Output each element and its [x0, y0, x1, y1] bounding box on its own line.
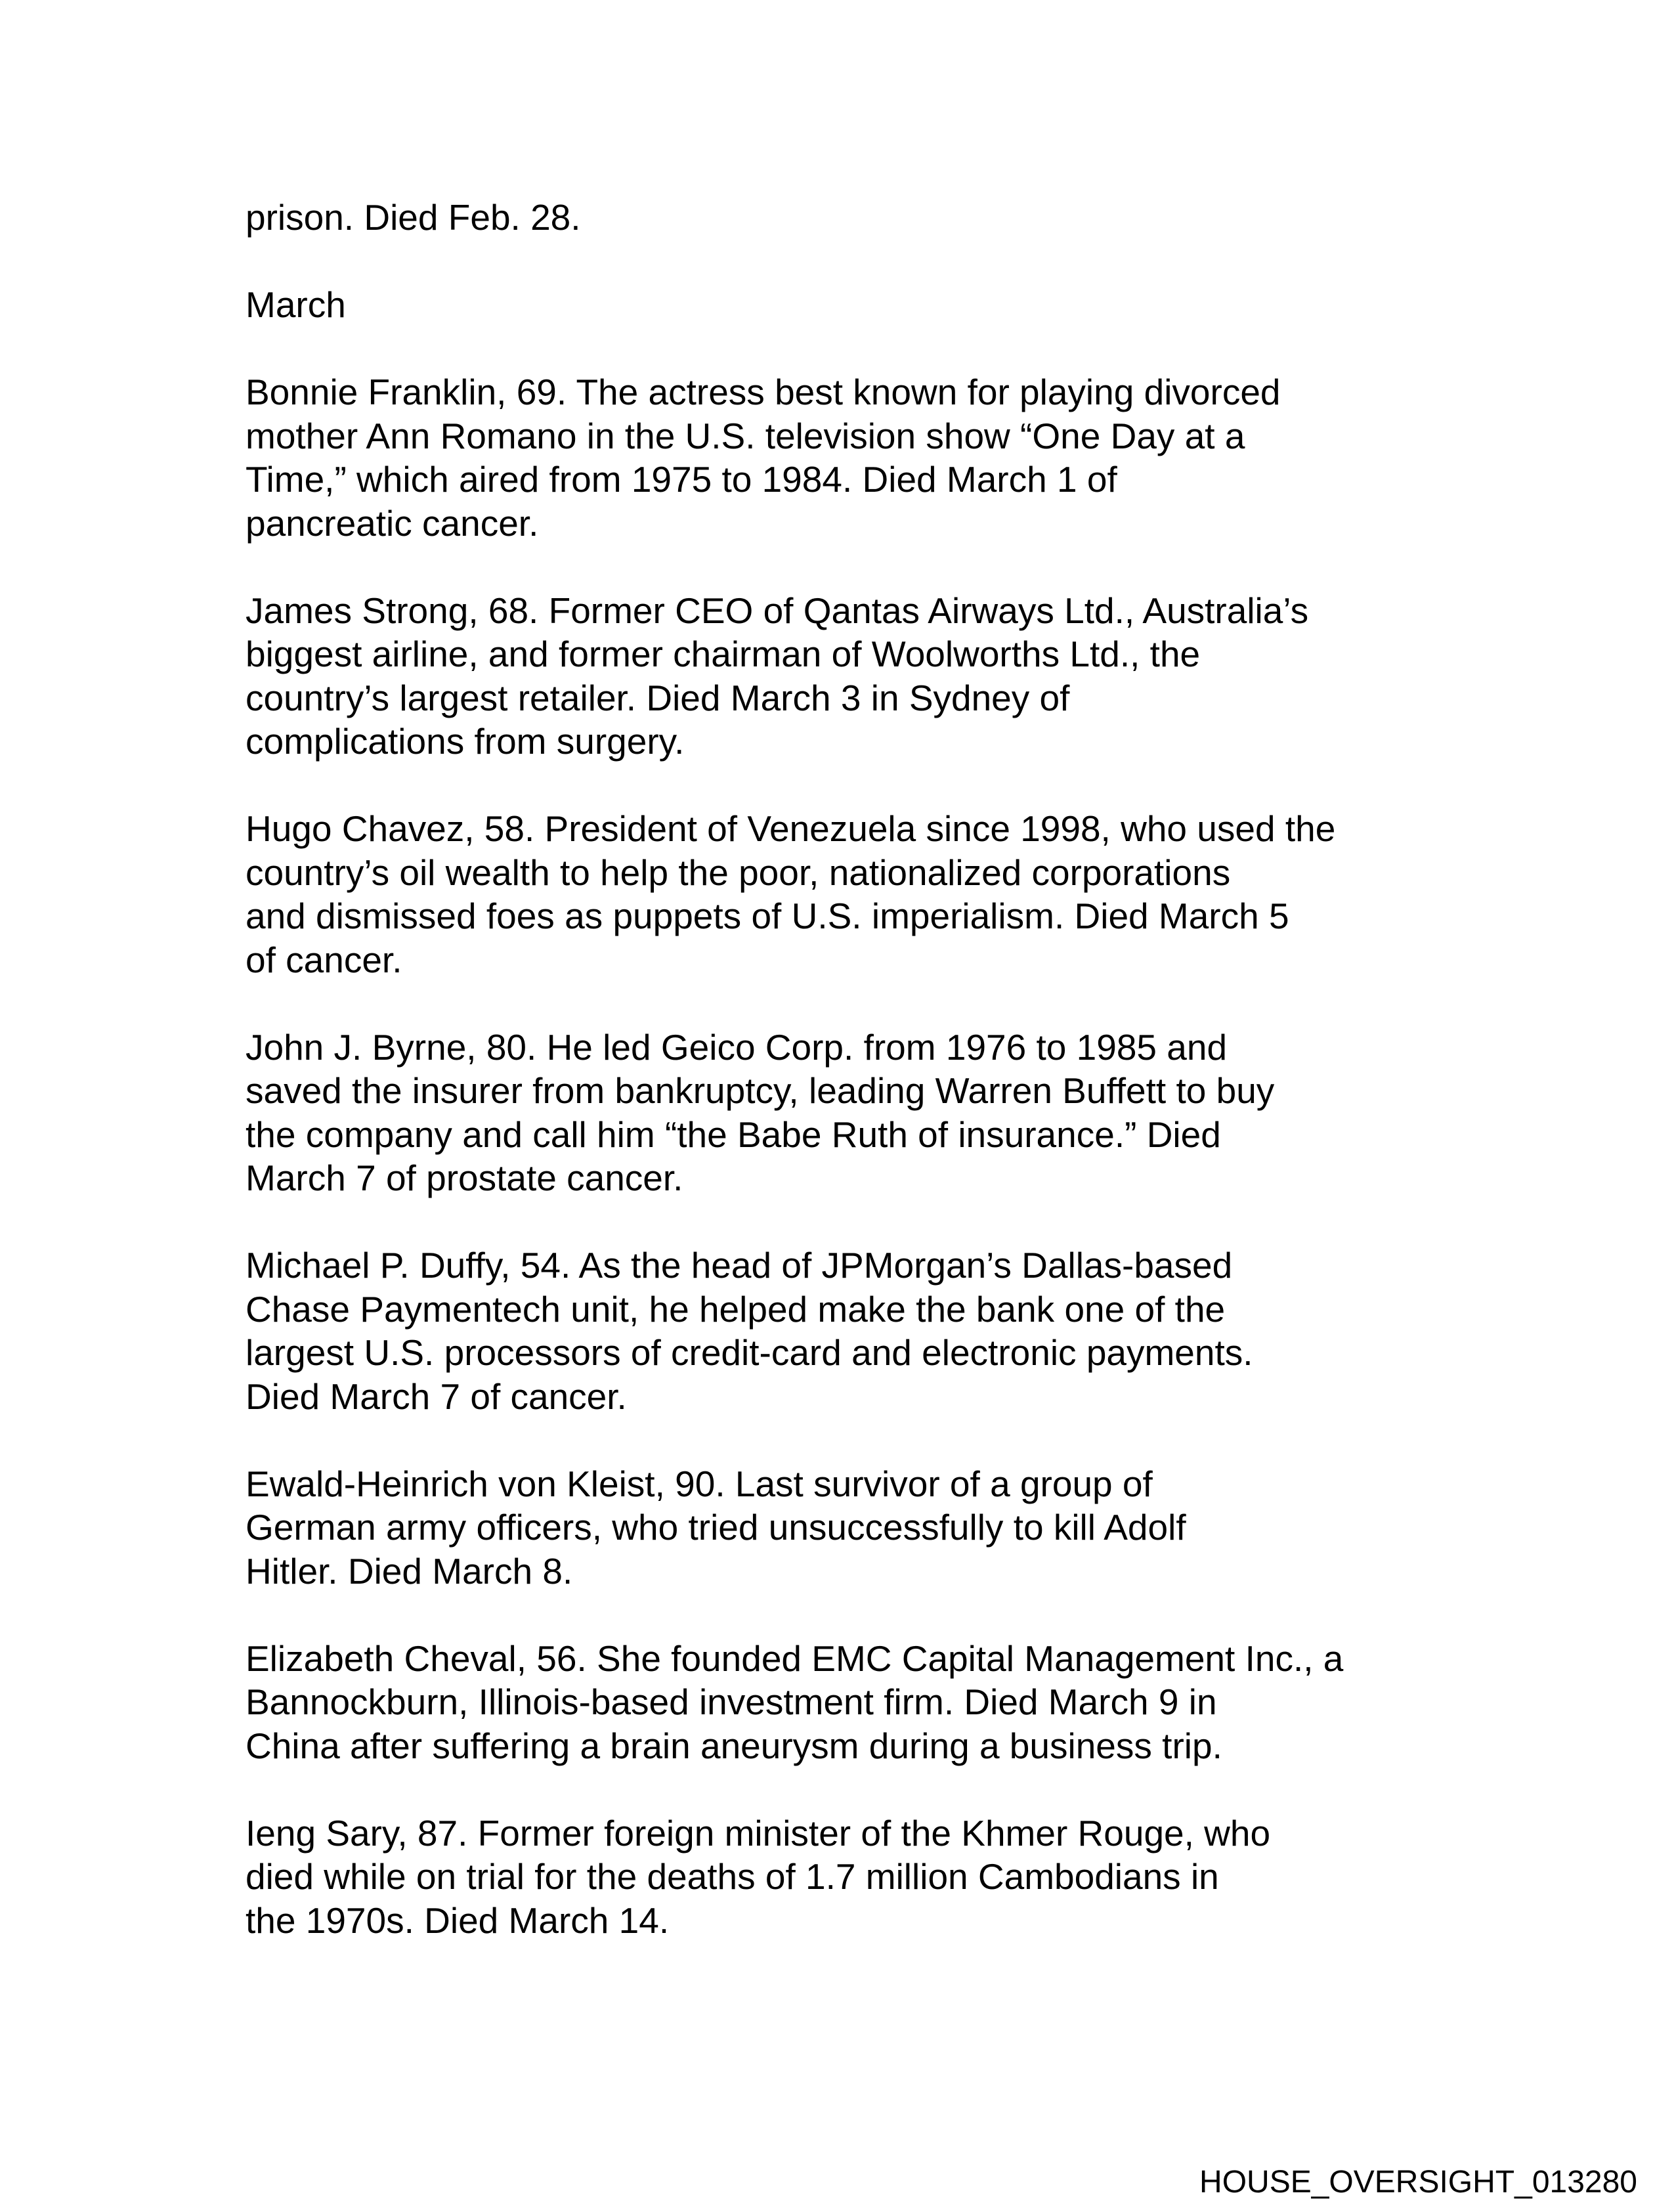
text-line: Time,” which aired from 1975 to 1984. Died March 1 of — [246, 459, 1117, 500]
text-line: the company and call him “the Babe Ruth of insurance.” Died — [246, 1114, 1221, 1155]
obituary-entry — [246, 1026, 1440, 1200]
month-heading: March — [246, 284, 346, 325]
text-line: prison. Died Feb. 28. — [246, 197, 581, 238]
bates-number: HOUSE_OVERSIGHT_013280 — [1199, 2165, 1637, 2200]
text-line: died while on trial for the deaths of 1.7 million Cambodians in — [246, 1856, 1219, 1897]
obituary-entry — [246, 1462, 1440, 1594]
obituary-entry — [246, 1244, 1440, 1418]
text-line: country’s largest retailer. Died March 3 in Sydney of — [246, 677, 1070, 718]
text-line: largest U.S. processors of credit-card and electronic payments. — [246, 1332, 1253, 1373]
text-line: saved the insurer from bankruptcy, leading Warren Buffett to buy — [246, 1070, 1275, 1111]
text-line: China after suffering a brain aneurysm during a business trip. — [246, 1725, 1222, 1766]
text-line: Ieng Sary, 87. Former foreign minister of the Khmer Rouge, who — [246, 1812, 1271, 1854]
text-line: German army officers, who tried unsuccessfully to kill Adolf — [246, 1507, 1186, 1548]
text-line: and dismissed foes as puppets of U.S. imperialism. Died March 5 — [246, 896, 1289, 936]
text-line: Bonnie Franklin, 69. The actress best known for playing divorced — [246, 372, 1281, 412]
text-line: biggest airline, and former chairman of Woolworths Ltd., the — [246, 634, 1201, 674]
text-line: the 1970s. Died March 14. — [246, 1899, 670, 1941]
text-line: Elizabeth Cheval, 56. She founded EMC Capital Management Inc., a — [246, 1637, 1344, 1679]
text-line: Died March 7 of cancer. — [246, 1376, 627, 1417]
text-line: pancreatic cancer. — [246, 502, 539, 544]
text-line: Bannockburn, Illinois-based investment firm. Died March 9 in — [246, 1681, 1217, 1722]
obituary-entry — [246, 1637, 1440, 1768]
text-line: of cancer. — [246, 939, 402, 980]
text-line: Michael P. Duffy, 54. As the head of JPMorgan’s Dallas-based — [246, 1245, 1233, 1286]
text-line: complications from surgery. — [246, 721, 685, 762]
text-line: March 7 of prostate cancer. — [246, 1158, 683, 1198]
text-line: Hugo Chavez, 58. President of Venezuela since 1998, who used the — [246, 808, 1336, 849]
obituary-entry — [246, 1811, 1440, 1943]
text-line: John J. Byrne, 80. He led Geico Corp. from 1976 to 1985 and — [246, 1026, 1228, 1068]
obituary-entry — [246, 589, 1440, 764]
obituary-entry — [246, 807, 1440, 982]
text-line: Ewald-Heinrich von Kleist, 90. Last survivor of a group of — [246, 1463, 1153, 1504]
continuation-paragraph — [246, 196, 1440, 240]
text-line: Hitler. Died March 8. — [246, 1550, 573, 1592]
text-line: Chase Paymentech unit, he helped make the bank one of the — [246, 1288, 1226, 1330]
section-heading — [246, 283, 1440, 327]
obituary-entry — [246, 370, 1440, 545]
text-line: mother Ann Romano in the U.S. television show “One Day at a — [246, 415, 1245, 456]
document-body — [246, 196, 1440, 1942]
text-line: country’s oil wealth to help the poor, nationalized corporations — [246, 852, 1231, 893]
text-line: James Strong, 68. Former CEO of Qantas Airways Ltd., Australia’s — [246, 590, 1309, 631]
